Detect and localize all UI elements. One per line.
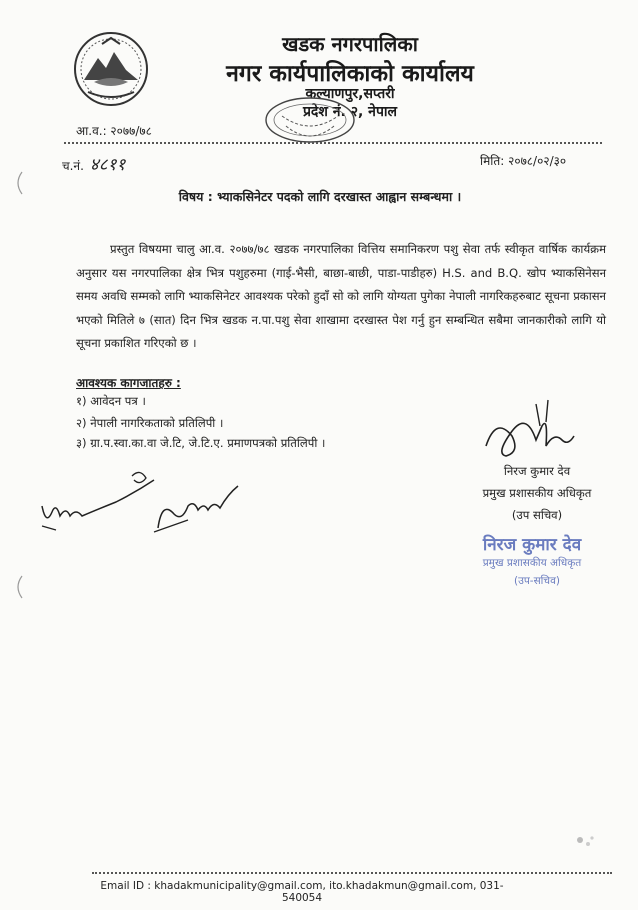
reference-label: च.नं. — [62, 159, 84, 173]
punch-hole-mark — [14, 170, 24, 196]
witness-signature-icon — [148, 470, 248, 536]
letter-date: मिति: २०७८/०२/३० — [480, 154, 567, 168]
office-stamp-icon — [262, 96, 358, 156]
footer-contact: Email ID : khadakmunicipality@gmail.com, ito.khadakmun@gmail.com, 031-540054 — [100, 880, 504, 904]
org-address-line: कल्याणपुर,सप्तरी — [305, 86, 395, 102]
body-paragraph: प्रस्तुत विषयमा चालु आ.व. २०७७/७८ खडक नगरपालिका वित्तिय समानिकरण पशु सेवा तर्फ स्वीकृत वार्षिक कार्यक्रम अनुसार यस नगरपालिका क्षेत्र भित्र पशुहरुमा (गाई-भैसी, बाछा-बाछी, पाडा-पाडीहरु) H.S. and B.Q. खोप भ्याकसिनेसन समय अवधि सम्मको लागि भ्याकसिनेटर आवश्यक परेको हुदाँ सो को लागि योग्यता पुगेका नेपाली नागरिकहरुबाट सूचना प्रकासन भएको मितिले ७ (सात) दिन भित्र खडक न.पा.पशु सेवा शाखामा दरखास्त पेश गर्नु हुन सम्बन्धित सबैमा जानकारीको लागि यो सूचना प्रकाशित गरिएको छ । — [76, 242, 606, 350]
reference-number — [62, 152, 125, 175]
reference-value: ४८११ — [89, 155, 126, 175]
ink-smudge-mark — [570, 830, 600, 852]
seal-title: प्रमुख प्रशासकीय अधिकृत — [482, 557, 582, 569]
header-divider — [64, 142, 602, 144]
witness-signature-icon — [36, 466, 166, 536]
required-documents-heading: आवश्यक कागजातहरु : — [76, 376, 181, 390]
signatory-name: निरज कुमार देव — [503, 464, 571, 478]
org-province-line: प्रदेश नं. २, नेपाल — [302, 104, 398, 120]
seal-rank: (उप-सचिव) — [513, 575, 561, 587]
fiscal-year: आ.व.: २०७७/७८ — [76, 124, 152, 138]
signatory-rank: (उप सचिव) — [511, 508, 563, 522]
document-item: २) नेपाली नागरिकताको प्रतिलिपी । — [76, 416, 224, 430]
punch-hole-mark — [14, 574, 24, 600]
org-name-line1: खडक नगरपालिका — [282, 32, 418, 56]
footer-divider — [92, 872, 612, 874]
org-name-line2: नगर कार्यपालिकाको कार्यालय — [226, 61, 474, 87]
seal-name: निरज कुमार देव — [482, 535, 582, 555]
signatory-title: प्रमुख प्रशासकीय अधिकृत — [482, 486, 592, 500]
nepal-emblem-logo — [72, 30, 150, 108]
document-item: १) आवेदन पत्र । — [76, 394, 146, 408]
letter-subject: विषय : भ्याकसिनेटर पदको लागि दरखास्त आह्वान सम्बन्धमा । — [178, 189, 462, 204]
officer-signature-icon — [476, 396, 586, 466]
document-item: ३) ग्रा.प.स्वा.का.वा जे.टि, जे.टि.ए. प्रमाणपत्रको प्रतिलिपी । — [76, 436, 326, 450]
